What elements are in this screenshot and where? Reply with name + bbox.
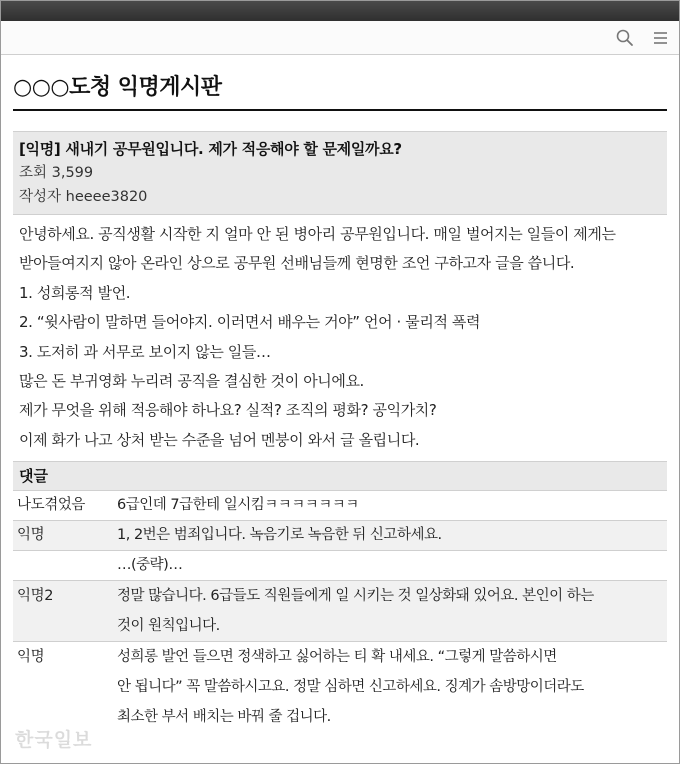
post-body-line: 받아들여지지 않아 온라인 상으로 공무원 선배님들께 현명한 조언 구하고자 글을 씁니다.: [19, 254, 575, 273]
comment-line: 최소한 부서 배치는 바꿔 줄 겁니다.: [117, 709, 331, 726]
comment-author: 익명: [17, 649, 45, 666]
comment-line: 것이 원칙입니다.: [117, 618, 220, 635]
comment-text: [117, 551, 667, 580]
comment-author: 익명: [17, 527, 45, 544]
post-body-line: 이제 화가 나고 상처 받는 수준을 넘어 멘붕이 와서 글 올립니다.: [19, 430, 420, 449]
comment-author: 익명2: [17, 588, 54, 605]
post-author: 작성자 heeee3820: [19, 189, 148, 205]
comment-text: [117, 521, 667, 550]
comment-line: 정말 많습니다. 6급들도 직원들에게 일 시키는 것 일상화돼 있어요. 본인이 하는: [117, 588, 594, 605]
comment-row: [13, 642, 667, 732]
comment-line: 안 됩니다” 꼭 말씀하시고요. 정말 심하면 신고하세요. 징계가 솜방망이더라도: [117, 679, 584, 696]
comments-header: 댓글: [13, 461, 667, 491]
window-top-bar: [1, 1, 679, 21]
post-views: 조회 3,599: [19, 165, 94, 181]
post-body-line: 많은 돈 부귀영화 누리려 공직을 결심한 것이 아니에요.: [19, 372, 364, 391]
search-icon[interactable]: [615, 28, 635, 48]
comment-text: [117, 581, 667, 641]
post-body-line: 3. 도저히 과 서무로 보이지 않는 일들…: [19, 342, 271, 361]
comment-author: [13, 551, 117, 580]
comment-list: [13, 491, 667, 732]
comment-row: [13, 581, 667, 642]
comment-author: 나도겪었음: [17, 497, 86, 514]
comment-line: 6급인데 7급한테 일시킴ㅋㅋㅋㅋㅋㅋㅋ: [117, 497, 359, 514]
post-body-line: 제가 무엇을 위해 적응해야 하나요? 실적? 조직의 평화? 공익가치?: [19, 401, 437, 420]
comment-row: [13, 551, 667, 581]
post-body: [13, 214, 667, 461]
comment-text: [117, 642, 667, 732]
toolbar: [1, 21, 679, 55]
comment-row: [13, 491, 667, 521]
post-body-line: 2. “윗사람이 말하면 들어야지. 이러면서 배우는 거야” 언어 · 물리적 폭력: [19, 313, 481, 332]
comment-line: …(중략)…: [117, 557, 183, 574]
post-title[interactable]: [익명] 새내기 공무원입니다. 제가 적응해야 할 문제일까요?: [19, 140, 402, 158]
comment-row: [13, 521, 667, 551]
comment-line: 1, 2번은 범죄입니다. 녹음기로 녹음한 뒤 신고하세요.: [117, 527, 442, 544]
post-header: [13, 131, 667, 214]
hamburger-menu-icon[interactable]: [651, 28, 671, 48]
comment-text: [117, 491, 667, 520]
post-body-line: 안녕하세요. 공직생활 시작한 지 얼마 안 된 병아리 공무원입니다. 매일 벌어지는 일들이 제게는: [19, 225, 616, 243]
newspaper-watermark: 한국일보: [15, 729, 93, 751]
comment-line: 성희롱 발언 들으면 정색하고 싫어하는 티 확 내세요. “그렇게 말씀하시면: [117, 649, 557, 666]
post-body-line: 1. 성희롱적 발언.: [19, 283, 131, 302]
board-title: ○○○도청 익명게시판: [13, 55, 667, 111]
